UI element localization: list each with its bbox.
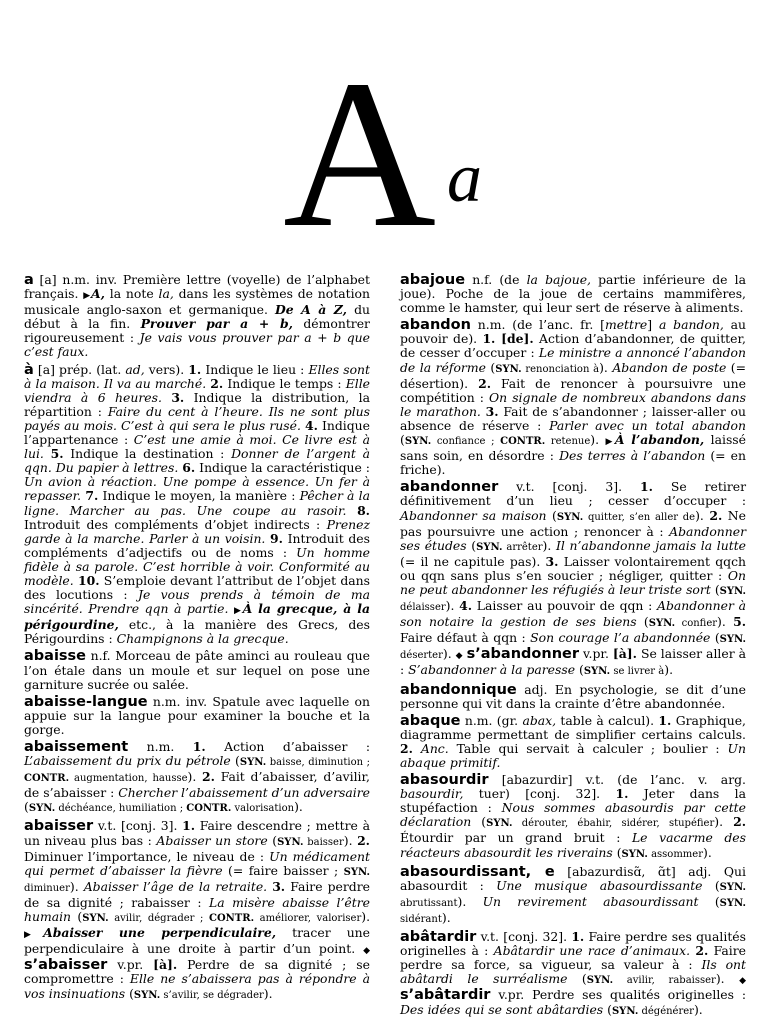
definition: v.t. [conj. 32]. 1. Faire perdre ses qualités originelles à : Abâtardir une race d’animaux. 2. Faire perdre sa force, sa vigueur, sa valeur à : Ils ont abâtardi le surréalisme (SYN. avilir, rabaisser). ◆ s’abâtardir v.pr. Perdre ses qualités originelles : Des idées qui se sont abâtardies (SYN. dégénérer). <box>400 929 746 1017</box>
definition: n.f. (de la bajoue, partie inférieure de la joue). Poche de la joue de certains mammifères, comme le hamster, qui leur sert de réserve à aliments. <box>400 272 746 316</box>
definition: n.m. 1. Action d’abaisser : L’abaissement du prix du pétrole (SYN. baisse, diminution ; CONTR. augmentation, hausse). 2. Fait d’abaisser, d’avilir, de s’abaisser : Chercher l’abaissement d’un adversaire (SYN. déchéance, humiliation ; CONTR. valorisation). <box>24 739 370 815</box>
dictionary-entry <box>400 273 746 315</box>
dictionary-entry <box>24 363 370 647</box>
dictionary-entry <box>24 273 370 360</box>
definition: adj. En psychologie, se dit d’une personne qui vit dans la crainte d’être abandonnée. <box>400 681 746 711</box>
small-letter: a <box>447 140 482 217</box>
dictionary-entry <box>24 819 370 1002</box>
headword: abaissement <box>24 739 129 755</box>
definition: n.m. inv. Spatule avec laquelle on appuie sur la langue pour examiner la bouche et la gorge. <box>24 693 370 737</box>
definition: v.t. [conj. 3]. 1. Se retirer définitivement d’un lieu ; cesser d’occuper : Abandonner sa maison (SYN. quitter, s’en aller de). 2. Ne pas poursuivre une action ; renoncer à : Abandonner ses études (SYN. arrêter). Il n’abandonne jamais la lutte (= il ne capitule pas). 3. Laisser volontairement qqch ou qqn sans plus s’en soucier ; négliger, quitter : On ne peut abandonner les réfugiés à leur triste sort (SYN. délaisser). 4. Laisser au pouvoir de qqn : Abandonner à son notaire la gestion de ses biens (SYN. confier). 5. Faire défaut à qqn : Son courage l’a abandonnée (SYN. déserter). ◆ s’abandonner v.pr. [à]. Se laisser aller à : S’abandonner à la paresse (SYN. se livrer à). <box>400 479 747 678</box>
definition: n.f. Morceau de pâte aminci au rouleau que l’on étale dans un moule et sur lequel on pose une garniture sucrée ou salée. <box>24 648 370 692</box>
dictionary-entry <box>400 773 746 862</box>
dictionary-entry <box>400 318 746 477</box>
headword: abaisse-langue <box>24 693 148 710</box>
dictionary-entry <box>400 714 746 770</box>
definition: [a] prép. (lat. ad, vers). 1. Indique le lieu : Elles sont à la maison. Il va au marché. 2. Indique le temps : Elle viendra à 6 heures. 3. Indique la distribution, la répartition : Faire du cent à l’heure. Ils ne sont plus payés au mois. C’est à qui sera le plus rusé. 4. Indique l’appartenance : C’est une amie à moi. Ce livre est à lui. 5. Indique la destination : Donner de l’argent à qqn. Du papier à lettres. 6. Indique la caractéristique : Un avion à réaction. Une pompe à essence. Un fer à repasser. 7. Indique le moyen, la manière : Pêcher à la ligne. Marcher au pas. Une coupe au rasoir. 8. Introduit des compléments d’objet indirects : Prenez garde à la marche. Parler à un voisin. 9. Introduit des compléments d’adjectifs ou de noms : Un homme fidèle à sa parole. C’est horrible à voir. Conformité au modèle. 10. S’emploie devant l’attribut de l’objet dans des locutions : Je vous prends à témoin de ma sincérité. Prendre qqn à partie. ▶À la grecque, à la périgourdine, etc., à la manière des Grecs, des Périgourdins : Champignons à la grecque. <box>24 361 371 647</box>
headword: abaisse <box>24 648 87 665</box>
headword: abâtardir <box>400 929 477 946</box>
headword: abasourdir <box>400 772 489 789</box>
definition: n.m. (gr. abax, table à calcul). 1. Graphique, diagramme permettant de simplifier certains calculs. 2. Anc. Table qui servait à calculer ; boulier : Un abaque primitif. <box>400 712 746 770</box>
headword: abaisser <box>24 818 94 835</box>
headword: a <box>24 272 34 288</box>
dictionary-entry <box>24 649 370 691</box>
dictionary-entry <box>24 740 370 816</box>
dictionary-entry <box>24 695 370 737</box>
definition: n.m. (de l’anc. fr. [mettre] a bandon, au pouvoir de). 1. [de]. Action d’abandonner, de quitter, de cesser d’occuper : Le ministre a annoncé l’abandon de la réforme (SYN. renonciation à). Abandon de poste (= désertion). 2. Fait de renoncer à poursuivre une compétition : On signale de nombreux abandons dans le marathon. 3. Fait de s’abandonner ; laisser-aller ou absence de réserve : Parler avec un total abandon (SYN. confiance ; CONTR. retenue). ▶À l’abandon, laissé sans soin, en désordre : Des terres à l’abandon (= en friche). <box>400 317 747 478</box>
definition: [abazurdir] v.t. (de l’anc. v. arg. basourdir, tuer) [conj. 32]. 1. Jeter dans la stupéfaction : Nous sommes abasourdis par cette déclaration (SYN. dérouter, ébahir, sidérer, stupéfier). 2. Étourdir par un grand bruit : Le vacarme des réacteurs abasourdit les riverains (SYN. assommer). <box>400 772 747 860</box>
headword: abaque <box>400 712 461 729</box>
headword: abandonner <box>400 479 499 496</box>
dictionary-entry <box>400 930 746 1019</box>
headword: abasourdissant, e <box>400 863 555 880</box>
dictionary-entry <box>400 683 746 711</box>
definition: v.t. [conj. 3]. 1. Faire descendre ; mettre à un niveau plus bas : Abaisser un store (SYN. baisser). 2. Diminuer l’importance, le niveau de : Un médicament qui permet d’abaisser la fièvre (= faire baisser ; SYN. diminuer). Abaisser l’âge de la retraite. 3. Faire perdre de sa dignité ; rabaisser : La misère abaisse l’être humain (SYN. avilir, dégrader ; CONTR. améliorer, valoriser). ▶Abaisser une perpendiculaire, tracer une perpendiculaire à une droite à partir d’un point. ◆ s’abaisser v.pr. [à]. Perdre de sa dignité ; se compromettre : Elle ne s’abaissera pas à répondre à vos insinuations (SYN. s’avilir, se dégrader). <box>24 818 371 1001</box>
left-column <box>24 273 370 1006</box>
letter-heading <box>0 36 768 271</box>
definition: [abazurdisɑ̃, ɑ̃t] adj. Qui abasourdit : Une musique abasourdissante (SYN. abrutissant). Un revirement abasourdissant (SYN. sidérant). <box>400 863 747 925</box>
headword: abandon <box>400 317 471 334</box>
headword: abandonnique <box>400 681 517 698</box>
headword: à <box>24 361 34 378</box>
right-column <box>400 273 746 1022</box>
dictionary-entry <box>400 865 746 927</box>
big-letter: A <box>283 36 437 271</box>
definition: [a] n.m. inv. Première lettre (voyelle) de l’alphabet français. ▶A, la note la, dans les systèmes de notation musicale anglo-saxon et germanique. De A à Z, du début à la fin. Prouver par a + b, démontrer rigoureusement : Je vais vous prouver par a + b que c’est faux. <box>24 272 370 360</box>
dictionary-entry <box>400 480 746 679</box>
headword: abajoue <box>400 272 466 288</box>
